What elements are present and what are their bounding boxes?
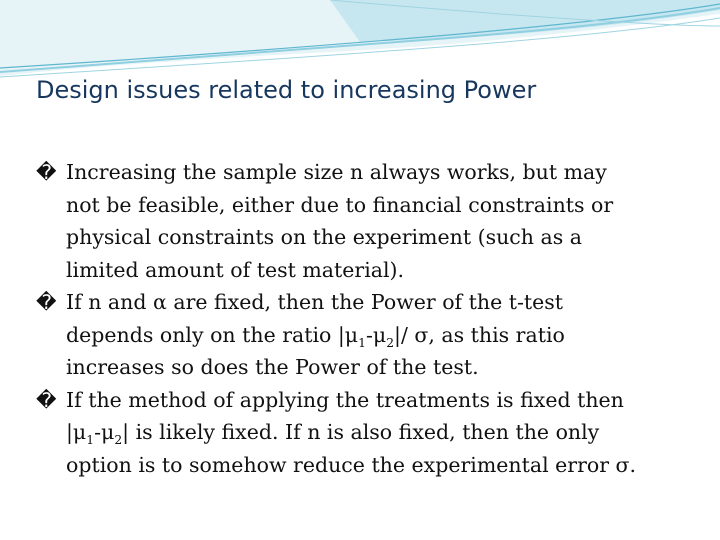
bullet-1-line-1: Increasing the sample size n always works, but may [66,160,607,184]
bullet-3-line-3: option is to somehow reduce the experimental error σ. [66,452,637,477]
subscript-2: 2 [386,335,395,350]
ratio-numerator-mu: depends only on the ratio |μ [66,322,359,347]
bullet-item-3 [36,384,696,482]
subscript-2: 2 [114,433,123,448]
abs-diff-rest: | is likely fixed. If n is also fixed, then the only [122,420,600,444]
subscript-1: 1 [86,433,95,448]
abs-diff-mu: |μ [66,420,87,444]
subscript-1: 1 [358,335,366,350]
bullet-item-1 [36,156,696,286]
ratio-rest: |/ σ, as this ratio [394,322,565,347]
bullet-3-line-1: If the method of applying the treatments is fixed then [66,387,624,412]
bullet-2-line-1: If n and α are fixed, then the Power of the t-test [66,290,564,314]
header-wave-decoration [0,0,720,80]
bullet-2-line-3: increases so does the Power of the test. [66,355,479,379]
bullet-marker-icon: � [36,387,57,412]
bullet-1-line-4: limited amount of test material). [66,257,405,282]
bullet-2-line-2 [66,319,696,352]
bullet-item-2 [36,286,696,384]
abs-diff-minus-mu: -μ [94,420,115,444]
bullet-3-line-2 [66,416,696,449]
bullet-1-line-2: not be feasible, either due to financial constraints or [66,192,614,217]
bullet-list [36,156,696,481]
bullet-marker-icon: � [36,290,57,314]
slide-title: Design issues related to increasing Power [36,76,537,104]
bullet-1-line-3: physical constraints on the experiment (such as a [66,225,582,249]
bullet-marker-icon: � [36,160,57,184]
ratio-minus-mu: -μ [365,322,387,347]
